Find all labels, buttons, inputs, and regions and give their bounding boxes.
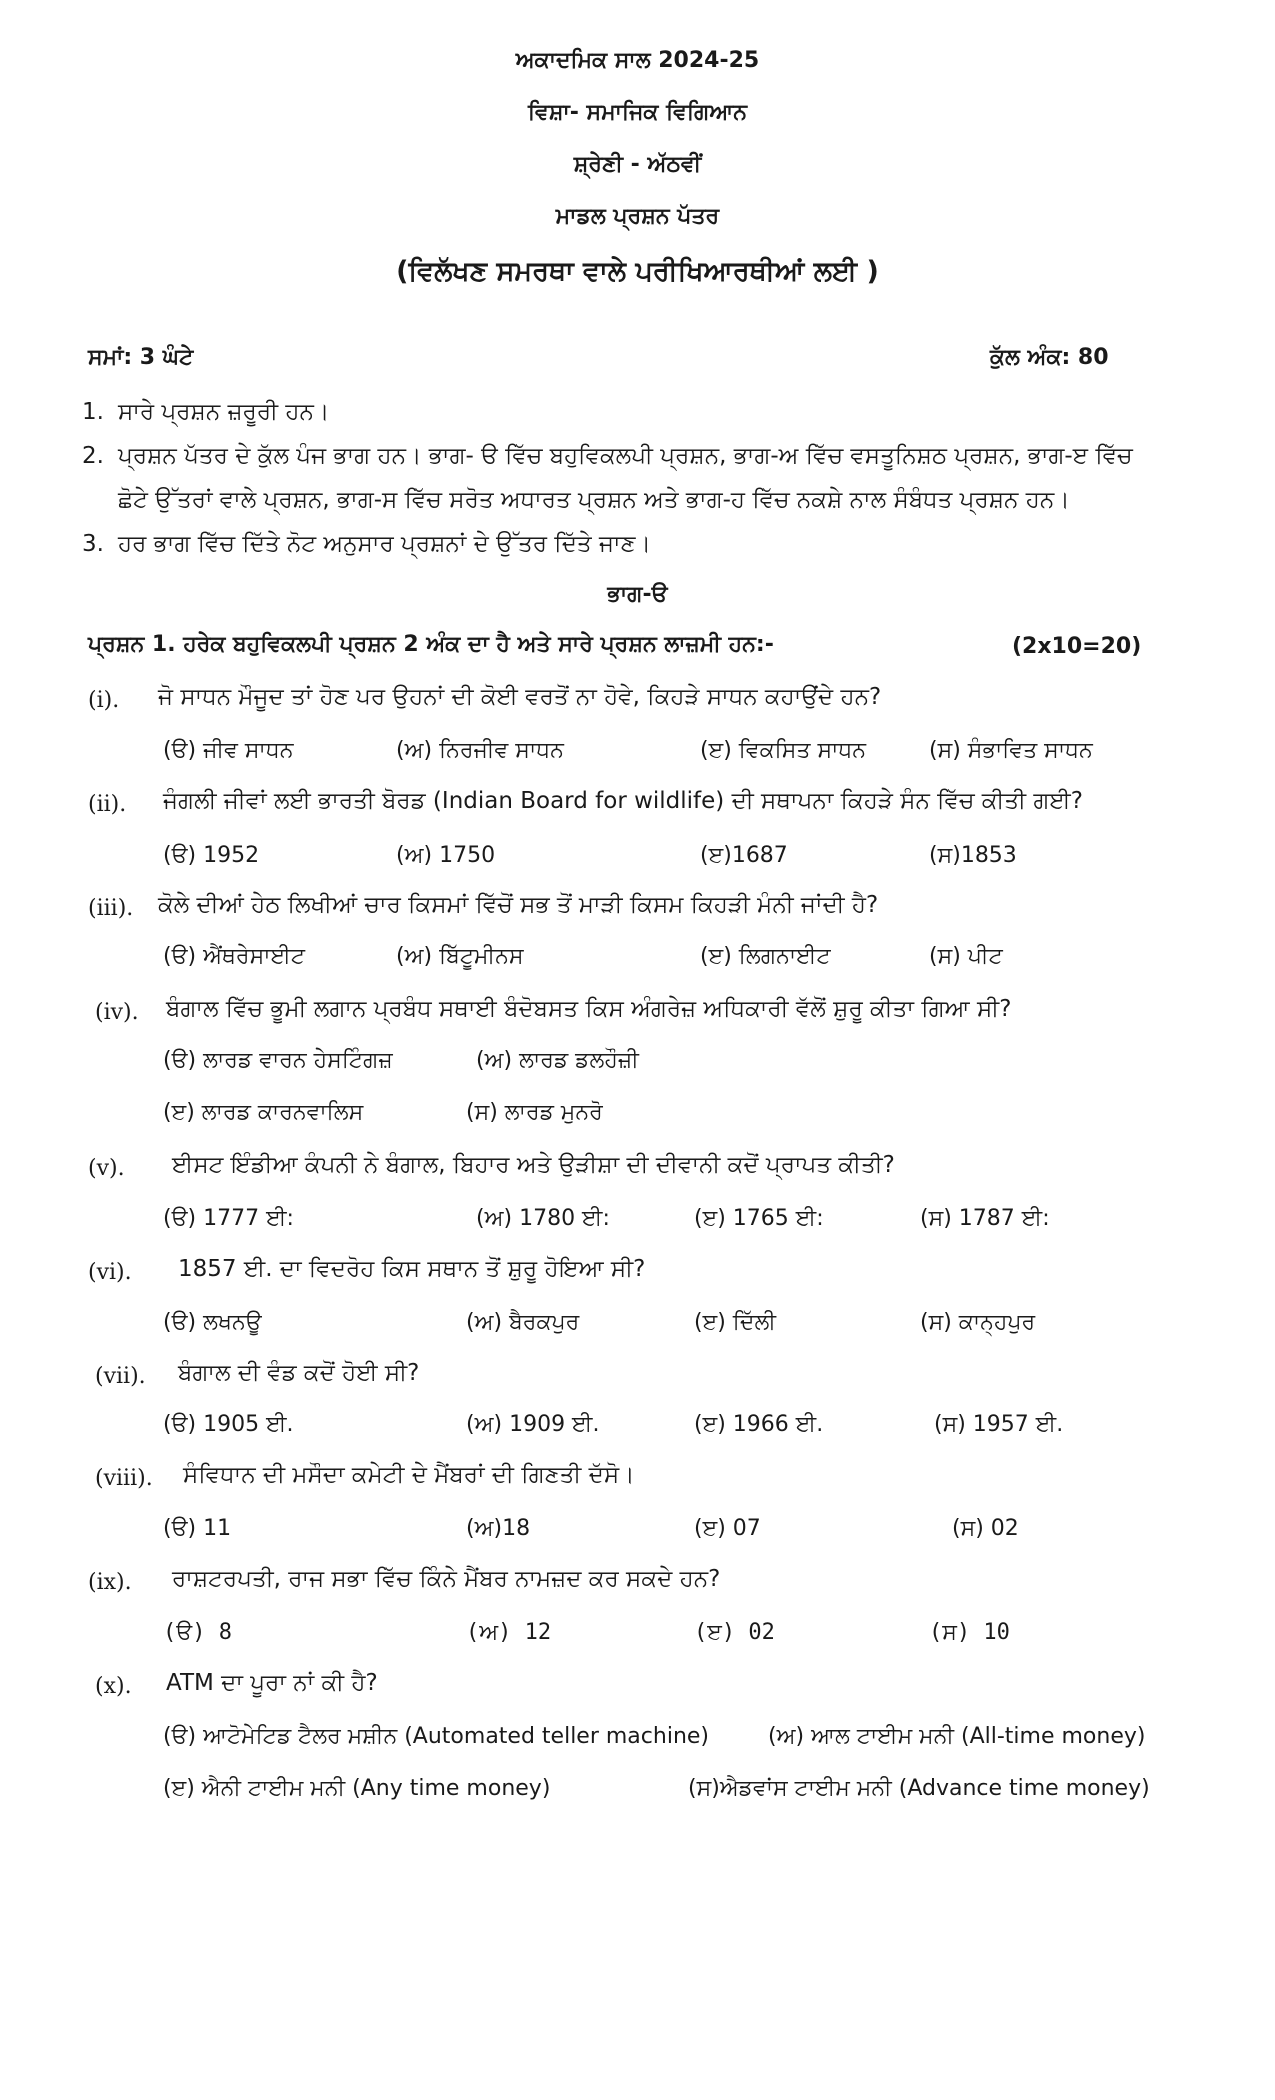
instruction-text: ਛੋਟੇ ਉੱਤਰਾਂ ਵਾਲੇ ਪ੍ਰਸ਼ਨ, ਭਾਗ-ਸ ਵਿੱਚ ਸਰੋਤ ਅਧਾਰਤ ਪ੍ਰਸ਼ਨ ਅਤੇ ਭਾਗ-ਹ ਵਿੱਚ ਨਕਸ਼ੇ ਨਾਲ ਸੰਬੰਧਤ ਪ੍ਰਸ਼ਨ ਹਨ। — [118, 487, 1070, 513]
option-c: (ੲ) ਐਨੀ ਟਾਈਮ ਮਨੀ (Any time money) — [163, 1776, 551, 1801]
option-b: (ਅ)18 — [466, 1516, 531, 1541]
question-number: (ii). — [88, 792, 127, 817]
option-c: (ੲ) ਲਿਗਨਾਈਟ — [700, 944, 831, 969]
option-c: (ੲ) 02 — [694, 1620, 775, 1645]
subject-title: ਵਿਸ਼ਾ- ਸਮਾਜਿਕ ਵਿਗਿਆਨ — [527, 100, 748, 125]
option-c: (ੲ) 07 — [694, 1516, 761, 1541]
total-marks: ਕੁੱਲ ਅੰਕ: 80 — [990, 345, 1109, 370]
option-d: (ਸ) ਕਾਨ੍ਹਪੁਰ — [920, 1310, 1036, 1335]
option-b: (ਅ) ਆਲ ਟਾਈਮ ਮਨੀ (All-time money) — [768, 1724, 1146, 1749]
option-b: (ਅ) ਬੈਰਕਪੁਰ — [466, 1310, 580, 1335]
question-number: (vii). — [95, 1364, 146, 1389]
option-c: (ੲ) ਦਿੱਲੀ — [694, 1310, 776, 1335]
option-a: (ੳ) 1777 ਈ: — [163, 1206, 294, 1231]
section-title: ਭਾਗ-ੳ — [607, 582, 668, 607]
option-d: (ਸ) 02 — [952, 1516, 1019, 1541]
question-text: ਜੋ ਸਾਧਨ ਮੌਜੂਦ ਤਾਂ ਹੋਣ ਪਰ ਉਹਨਾਂ ਦੀ ਕੋਈ ਵਰਤੋਂ ਨਾ ਹੋਵੇ, ਕਿਹੜੇ ਸਾਧਨ ਕਹਾਉਂਦੇ ਹਨ? — [158, 684, 882, 710]
question-number: (vi). — [88, 1260, 132, 1285]
question-heading: ਪ੍ਰਸ਼ਨ 1. ਹਰੇਕ ਬਹੁਵਿਕਲਪੀ ਪ੍ਰਸ਼ਨ 2 ਅੰਕ ਦਾ ਹੈ ਅਤੇ ਸਾਰੇ ਪ੍ਰਸ਼ਨ ਲਾਜ਼ਮੀ ਹਨ:- — [88, 632, 774, 657]
question-text: ਕੋਲੇ ਦੀਆਂ ਹੇਠ ਲਿਖੀਆਂ ਚਾਰ ਕਿਸਮਾਂ ਵਿੱਚੋਂ ਸਭ ਤੋਂ ਮਾੜੀ ਕਿਸਮ ਕਿਹੜੀ ਮੰਨੀ ਜਾਂਦੀ ਹੈ? — [158, 892, 879, 918]
session-title: ਅਕਾਦਮਿਕ ਸਾਲ 2024-25 — [515, 48, 760, 73]
question-number: (iii). — [88, 896, 134, 921]
option-a: (ੳ) 1952 — [163, 843, 260, 868]
question-text: 1857 ਈ. ਦਾ ਵਿਦਰੋਹ ਕਿਸ ਸਥਾਨ ਤੋਂ ਸ਼ੁਰੂ ਹੋਇਆ ਸੀ? — [178, 1256, 646, 1282]
option-b: (ਅ) 1909 ਈ. — [466, 1412, 600, 1437]
option-a: (ੳ) ਲਖਨਊ — [163, 1310, 262, 1335]
option-c: (ੲ) ਲਾਰਡ ਕਾਰਨਵਾਲਿਸ — [163, 1100, 364, 1125]
option-d: (ਸ) ਸੰਭਾਵਿਤ ਸਾਧਨ — [929, 738, 1093, 763]
audience-title: (ਵਿਲੱਖਣ ਸਮਰਥਾ ਵਾਲੇ ਪਰੀਖਿਆਰਥੀਆਂ ਲਈ ) — [396, 256, 879, 287]
class-title: ਸ਼੍ਰੇਣੀ - ਅੱਠਵੀਂ — [573, 152, 702, 177]
question-text: ਬੰਗਾਲ ਵਿੱਚ ਭੂਮੀ ਲਗਾਨ ਪ੍ਰਬੰਧ ਸਥਾਈ ਬੰਦੋਬਸਤ ਕਿਸ ਅੰਗਰੇਜ਼ ਅਧਿਕਾਰੀ ਵੱਲੋਂ ਸ਼ੁਰੂ ਕੀਤਾ ਗਿਆ ਸੀ? — [166, 996, 1012, 1022]
question-number: (ix). — [88, 1570, 132, 1595]
section-marks: (2x10=20) — [1012, 634, 1142, 659]
option-d: (ਸ) ਪੀਟ — [929, 944, 1003, 969]
option-b: (ਅ) 1750 — [396, 843, 496, 868]
option-a: (ੳ) 8 — [163, 1620, 232, 1645]
option-d: (ਸ) 1957 ਈ. — [934, 1412, 1064, 1437]
time-allowed: ਸਮਾਂ: 3 ਘੰਟੇ — [88, 345, 194, 370]
option-d: (ਸ) 1787 ਈ: — [920, 1206, 1050, 1231]
option-a: (ੳ) 11 — [163, 1516, 232, 1541]
instruction-number: 1. — [82, 399, 104, 425]
question-text: ATM ਦਾ ਪੂਰਾ ਨਾਂ ਕੀ ਹੈ? — [166, 1670, 378, 1696]
option-b: (ਅ) ਨਿਰਜੀਵ ਸਾਧਨ — [396, 738, 564, 763]
question-number: (i). — [88, 688, 120, 713]
option-a: (ੳ) ਐਂਥਰੇਸਾਈਟ — [163, 944, 306, 969]
option-d: (ਸ)1853 — [929, 843, 1017, 868]
instruction-text: ਪ੍ਰਸ਼ਨ ਪੱਤਰ ਦੇ ਕੁੱਲ ਪੰਜ ਭਾਗ ਹਨ। ਭਾਗ- ੳ ਵਿੱਚ ਬਹੁਵਿਕਲਪੀ ਪ੍ਰਸ਼ਨ, ਭਾਗ-ਅ ਵਿੱਚ ਵਸਤੂਨਿਸ਼ਠ ਪ੍ਰਸ਼ਨ, ਭਾਗ-ੲ ਵਿੱਚ — [118, 443, 1133, 469]
option-a: (ੳ) ਲਾਰਡ ਵਾਰਨ ਹੇਸਟਿੰਗਜ਼ — [163, 1048, 393, 1073]
instruction-number: 3. — [82, 531, 104, 557]
question-number: (iv). — [95, 1000, 139, 1025]
option-b: (ਅ) ਲਾਰਡ ਡਲਹੌਜ਼ੀ — [476, 1048, 639, 1073]
instruction-number: 2. — [82, 443, 104, 469]
question-text: ਸੰਵਿਧਾਨ ਦੀ ਮਸੌਦਾ ਕਮੇਟੀ ਦੇ ਮੈਂਬਰਾਂ ਦੀ ਗਿਣਤੀ ਦੱਸੋ। — [183, 1462, 635, 1488]
paper-type-title: ਮਾਡਲ ਪ੍ਰਸ਼ਨ ਪੱਤਰ — [555, 204, 720, 229]
option-d: (ਸ) ਲਾਰਡ ਮੁਨਰੋ — [466, 1100, 603, 1125]
question-number: (v). — [88, 1156, 125, 1181]
question-text: ਈਸਟ ਇੰਡੀਆ ਕੰਪਨੀ ਨੇ ਬੰਗਾਲ, ਬਿਹਾਰ ਅਤੇ ਉੜੀਸ਼ਾ ਦੀ ਦੀਵਾਨੀ ਕਦੋਂ ਪ੍ਰਾਪਤ ਕੀਤੀ? — [172, 1152, 895, 1178]
question-text: ਬੰਗਾਲ ਦੀ ਵੰਡ ਕਦੋਂ ਹੋਈ ਸੀ? — [178, 1360, 420, 1386]
question-text: ਜੰਗਲੀ ਜੀਵਾਂ ਲਈ ਭਾਰਤੀ ਬੋਰਡ (Indian Board for wildlife) ਦੀ ਸਥਾਪਨਾ ਕਿਹੜੇ ਸੰਨ ਵਿੱਚ ਕੀਤੀ ਗਈ? — [163, 788, 1083, 814]
option-b: (ਅ) ਬਿੱਟੂਮੀਨਸ — [396, 944, 524, 969]
instruction-text: ਹਰ ਭਾਗ ਵਿੱਚ ਦਿੱਤੇ ਨੋਟ ਅਨੁਸਾਰ ਪ੍ਰਸ਼ਨਾਂ ਦੇ ਉੱਤਰ ਦਿੱਤੇ ਜਾਣ। — [118, 531, 652, 557]
instruction-text: ਸਾਰੇ ਪ੍ਰਸ਼ਨ ਜ਼ਰੂਰੀ ਹਨ। — [118, 399, 330, 425]
option-c: (ੲ) 1765 ਈ: — [694, 1206, 824, 1231]
option-d: (ਸ)ਐਡਵਾਂਸ ਟਾਈਮ ਮਨੀ (Advance time money) — [688, 1776, 1150, 1801]
option-a: (ੳ) 1905 ਈ. — [163, 1412, 294, 1437]
option-b: (ਅ) 1780 ਈ: — [476, 1206, 610, 1231]
option-b: (ਅ) 12 — [466, 1620, 552, 1645]
question-text: ਰਾਸ਼ਟਰਪਤੀ, ਰਾਜ ਸਭਾ ਵਿੱਚ ਕਿੰਨੇ ਮੈਂਬਰ ਨਾਮਜ਼ਦ ਕਰ ਸਕਦੇ ਹਨ? — [172, 1566, 721, 1592]
option-d: (ਸ) 10 — [929, 1620, 1010, 1645]
option-a: (ੳ) ਜੀਵ ਸਾਧਨ — [163, 738, 294, 763]
option-c: (ੲ)1687 — [700, 843, 788, 868]
question-number: (x). — [95, 1674, 132, 1699]
option-a: (ੳ) ਆਟੋਮੇਟਿਡ ਟੈਲਰ ਮਸ਼ੀਨ (Automated teller machine) — [163, 1724, 710, 1749]
option-c: (ੲ) 1966 ਈ. — [694, 1412, 824, 1437]
option-c: (ੲ) ਵਿਕਸਿਤ ਸਾਧਨ — [700, 738, 867, 763]
question-number: (viii). — [95, 1466, 153, 1491]
